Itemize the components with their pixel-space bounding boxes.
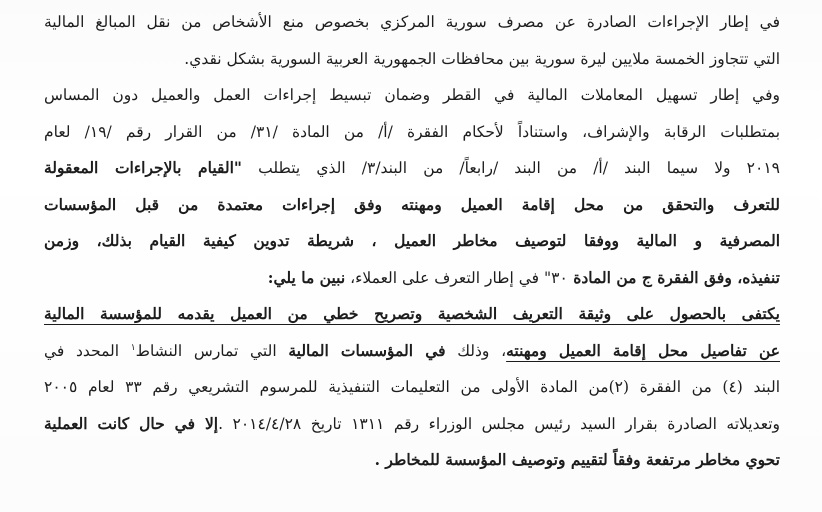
text-run-bold: في المؤسسات المالية bbox=[288, 340, 446, 360]
paragraph-legal-basis bbox=[44, 77, 780, 296]
text-run-bold: نبين ما يلي: bbox=[267, 267, 346, 287]
text-line: البند (٤) من الفقرة (٢)من المادة الأولى من التعليمات التنفيذية للمرسوم التشريعي رقم ٣٣ لعام ٢٠٠٥ bbox=[44, 378, 780, 396]
text-line: وفي إطار تسهيل المعاملات المالية في القطر وضمان تبسيط إجراءات العمل والعميل دون المساس bbox=[44, 86, 780, 104]
paragraph-decision bbox=[44, 296, 780, 479]
text-line bbox=[44, 260, 780, 297]
text-line: يكتفى بالحصول على وثيقة التعريف الشخصية وتصريح خطي من العميل يقدمه للمؤسسة المالية bbox=[44, 304, 780, 323]
text-line bbox=[44, 150, 780, 187]
text-line bbox=[44, 406, 780, 443]
text-run: وتعديلاته الصادرة بقرار السيد رئيس مجلس الوزراء رقم ١٣١١ تاريخ ٢٠١٤/٤/٢٨ . bbox=[218, 414, 780, 433]
text-line bbox=[44, 333, 780, 370]
text-line: تحوي مخاطر مرتفعة وفقاً لتقييم وتوصيف المؤسسة للمخاطر . bbox=[374, 450, 780, 469]
text-run-bold: إلا في حال كانت العملية bbox=[44, 413, 219, 433]
text-run-bold: تنفيذه، وفق الفقرة ج من المادة bbox=[567, 267, 780, 287]
text-run: المحدد في bbox=[44, 341, 131, 360]
text-line: التي تتجاوز الخمسة ملايين ليرة سورية بين محافظات الجمهورية العربية السورية بشكل نقدي. bbox=[184, 49, 780, 68]
text-line: للتعرف والتحقق من محل إقامة العميل ومهنته وفق إجراءات معتمدة من قبل المؤسسات bbox=[44, 194, 780, 214]
text-line: بمتطلبات الرقابة والإشراف، واستناداً لأحكام الفقرة /أ/ من المادة /٣١/ من القرار رقم /١٩/ لعام bbox=[44, 122, 780, 141]
paragraph-transfer-limit bbox=[44, 4, 780, 77]
text-line: في إطار الإجراءات الصادرة عن مصرف سورية المركزي بخصوص منع الأشخاص من نقل المبالغ المالية bbox=[44, 13, 780, 31]
text-run: ، وذلك bbox=[445, 341, 507, 360]
text-run: ٢٠١٩ ولا سيما البند /أ/ من البند /رابعاً/ من البند/٣/ الذي يتطلب bbox=[242, 159, 780, 177]
text-run: التي تمارس النشاط bbox=[135, 341, 289, 360]
footnote-marker[interactable]: ١ bbox=[130, 342, 136, 353]
text-line: المصرفية و المالية ووفقا لتوصيف مخاطر العميل ، شريطة تدوين كيفية القيام بذلك، وزمن bbox=[44, 231, 780, 250]
text-run-bold: عن تفاصيل محل إقامة العميل ومهنته bbox=[506, 340, 780, 360]
text-run: ٣٠" في إطار التعرف على العملاء، bbox=[345, 268, 568, 287]
text-run-bold: "القيام بالإجراءات المعقولة bbox=[44, 158, 242, 177]
